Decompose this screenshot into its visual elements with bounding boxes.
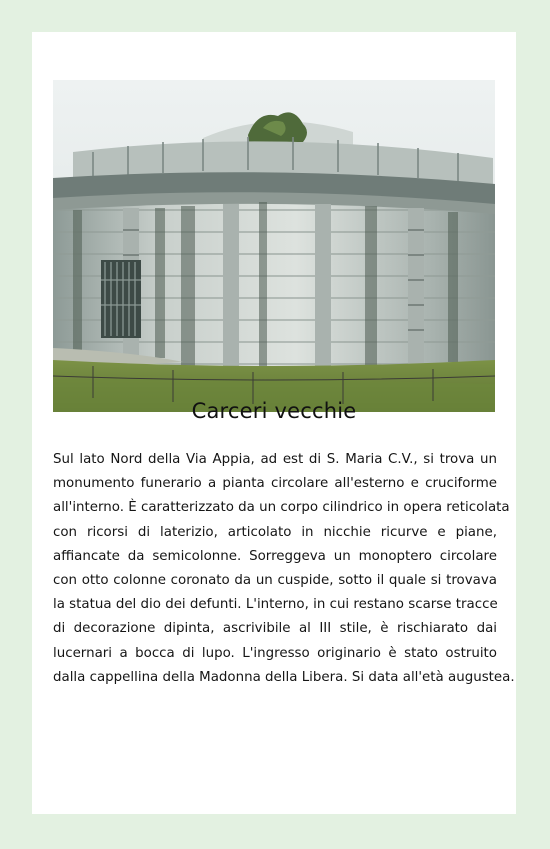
paragraph-line: con ricorsi di laterizio, articolato in nicchie ricurve e piane, bbox=[53, 524, 497, 540]
paragraph-line: affiancate da semicolonne. Sorreggeva un monoptero circolare bbox=[53, 548, 497, 564]
page-title: Carceri vecchie bbox=[191, 399, 357, 423]
paragraph-line: all'interno. È caratterizzato da un corpo cilindrico in opera reticolata bbox=[53, 500, 510, 516]
description-paragraph bbox=[53, 448, 515, 690]
monument-photo-drawing bbox=[53, 80, 495, 412]
page-sheet bbox=[32, 32, 516, 814]
paragraph-line: di decorazione dipinta, ascrivibile al III stile, è rischiarato dai bbox=[53, 621, 497, 637]
paragraph-line: la statua del dio dei defunti. L'interno, in cui restano scarse tracce bbox=[53, 597, 498, 613]
paragraph-line: monumento funerario a pianta circolare all'esterno e cruciforme bbox=[53, 476, 497, 492]
monument-photo bbox=[53, 80, 495, 412]
paragraph-line: dalla cappellina della Madonna della Libera. Si data all'età augustea. bbox=[53, 669, 515, 685]
paragraph-line: con otto colonne coronato da un cuspide, sotto il quale si trovava bbox=[53, 573, 497, 589]
paragraph-line: lucernari a bocca di lupo. L'ingresso originario è stato ostruito bbox=[53, 645, 497, 661]
paragraph-line: Sul lato Nord della Via Appia, ad est di S. Maria C.V., si trova un bbox=[53, 452, 497, 467]
